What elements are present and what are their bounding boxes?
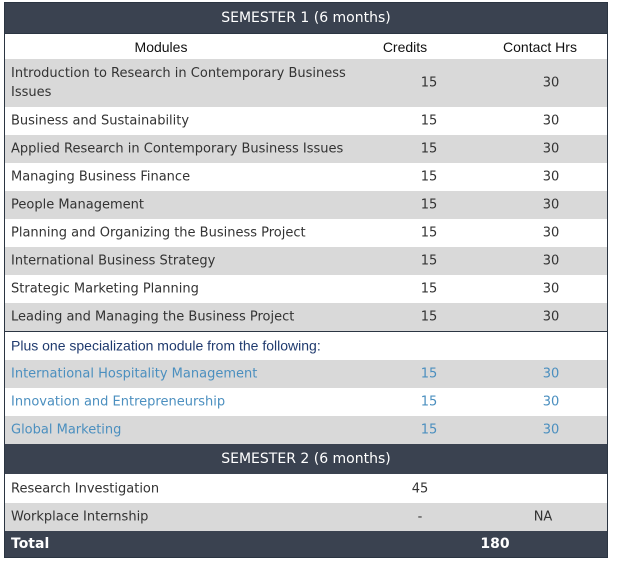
table-row [5, 163, 607, 191]
table-row [5, 303, 607, 331]
credits-header: Credits [382, 38, 428, 55]
module-credits: 15 [420, 141, 438, 157]
module-credits: 15 [420, 169, 438, 185]
module-name: International Business Strategy [11, 253, 216, 269]
module-credits: 15 [420, 422, 438, 438]
table-row [5, 275, 607, 303]
semester1-title: SEMESTER 1 (6 months) [221, 10, 391, 26]
total-credits: 180 [480, 536, 510, 552]
modules-header: Modules [134, 38, 188, 55]
semester1-header [5, 3, 607, 33]
total-label: Total [11, 536, 50, 552]
table-row [5, 416, 607, 444]
module-credits: 45 [411, 481, 429, 496]
table-row [5, 107, 607, 135]
module-name: Global Marketing [11, 422, 122, 438]
table-row [5, 59, 607, 107]
column-header-row [5, 33, 607, 59]
module-hours: 30 [542, 366, 560, 382]
module-hours: 30 [542, 253, 560, 269]
module-credits: 15 [420, 225, 438, 241]
module-credits: 15 [420, 75, 438, 91]
module-name: Managing Business Finance [11, 169, 191, 185]
table-row [5, 360, 607, 388]
module-hours: 30 [542, 281, 560, 297]
module-name: International Hospitality Management [11, 366, 258, 382]
table-row [5, 135, 607, 163]
module-credits: - [417, 509, 423, 525]
module-credits: 15 [420, 197, 438, 213]
table-row [5, 191, 607, 219]
module-name: Research Investigation [11, 481, 160, 496]
course-table [4, 2, 608, 558]
table-row [5, 503, 607, 531]
module-hours: 30 [542, 75, 560, 91]
semester2-header [5, 444, 607, 474]
semester2-title: SEMESTER 2 (6 months) [221, 451, 391, 467]
specialization-note-row [5, 331, 607, 360]
module-name: Leading and Managing the Business Project [11, 309, 295, 325]
module-hours: 30 [542, 422, 560, 438]
module-credits: 15 [420, 253, 438, 269]
module-hours: 30 [542, 394, 560, 410]
module-credits: 15 [420, 281, 438, 297]
module-hours: 30 [542, 113, 560, 129]
table-row [5, 219, 607, 247]
module-name: Innovation and Entrepreneurship [11, 394, 226, 410]
module-name: Workplace Internship [11, 509, 149, 525]
table-row [5, 247, 607, 275]
table-row [5, 474, 607, 503]
module-hours: 30 [542, 225, 560, 241]
module-hours: 30 [542, 169, 560, 185]
module-hours: 30 [542, 141, 560, 157]
contact-hrs-header: Contact Hrs [503, 38, 577, 55]
module-credits: 15 [420, 309, 438, 325]
module-credits: 15 [420, 366, 438, 382]
specialization-note: Plus one specialization module from the following: [11, 337, 321, 354]
module-name: Introduction to Research in Contemporary Business Issues [11, 66, 346, 100]
module-name: People Management [11, 197, 144, 213]
module-name: Planning and Organizing the Business Project [11, 225, 306, 241]
table-row [5, 388, 607, 416]
module-credits: 15 [420, 113, 438, 129]
module-name: Strategic Marketing Planning [11, 281, 199, 297]
module-name: Business and Sustainability [11, 113, 190, 129]
module-credits: 15 [420, 394, 438, 410]
module-name: Applied Research in Contemporary Business Issues [11, 141, 344, 157]
module-hours: 30 [542, 309, 560, 325]
module-hours: 30 [542, 197, 560, 213]
module-hours: NA [533, 509, 553, 525]
total-row [5, 531, 607, 557]
